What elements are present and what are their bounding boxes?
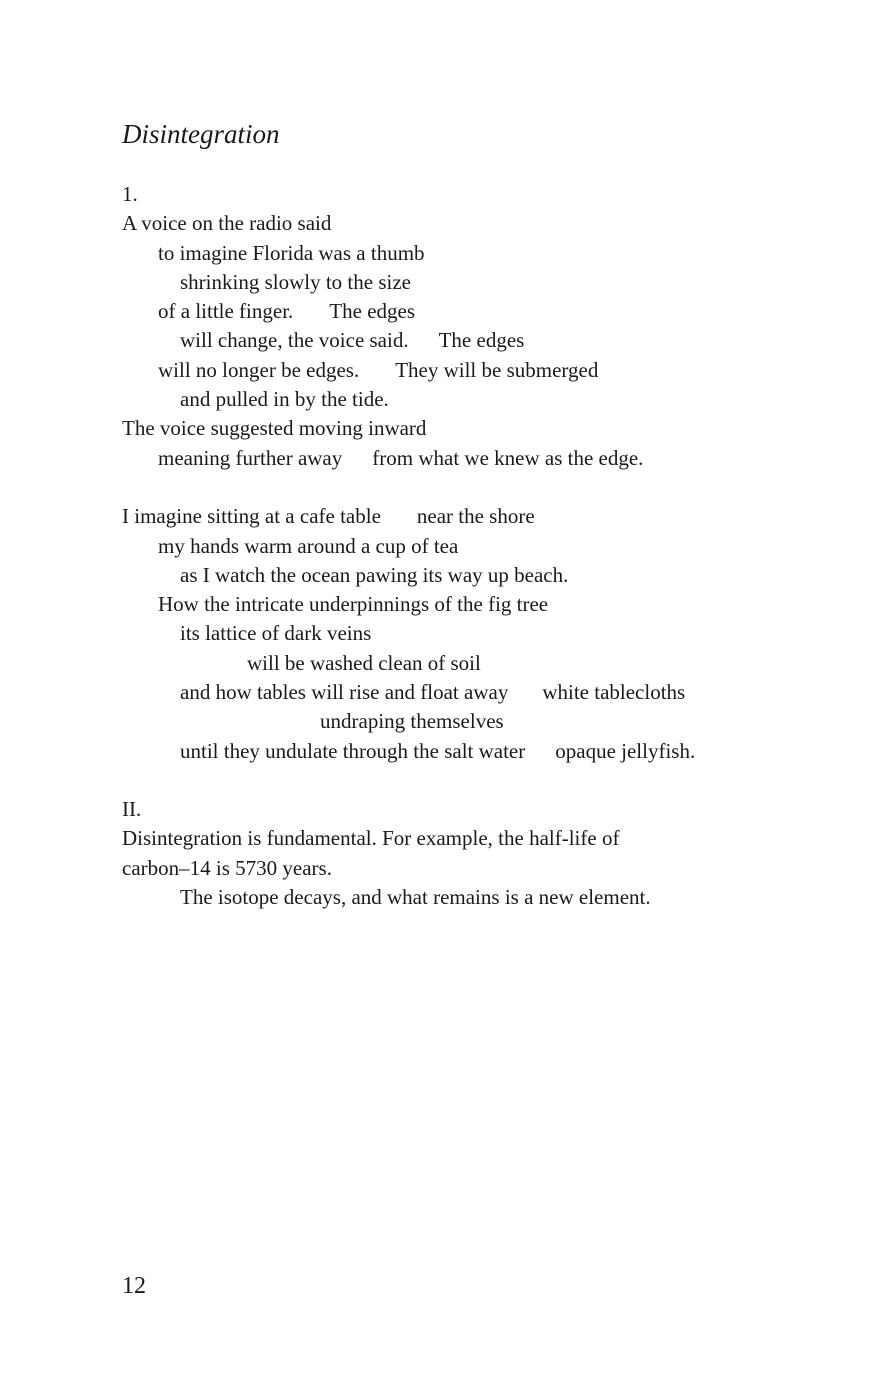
poem-line (180, 737, 695, 766)
line-segment: to imagine Florida was a thumb (158, 241, 425, 265)
section-heading-1: 1. (122, 182, 138, 206)
line-segment: as I watch the ocean pawing its way up beach. (180, 563, 569, 587)
poem-line (247, 649, 481, 678)
line-segment: until they undulate through the salt water (180, 739, 526, 763)
poem-line (180, 619, 371, 648)
poem-line (158, 590, 548, 619)
line-segment: opaque jellyfish. (555, 739, 696, 763)
poem-line (158, 532, 458, 561)
poem-line (158, 239, 425, 268)
line-segment: The edges (438, 328, 525, 352)
line-segment: will no longer be edges. (158, 358, 360, 382)
line-segment: will change, the voice said. (180, 328, 409, 352)
line-segment: its lattice of dark veins (180, 621, 372, 645)
poem-line (180, 385, 389, 414)
poem-line (320, 707, 504, 736)
poem-line (180, 678, 685, 707)
poem-line (180, 268, 411, 297)
line-segment: of a little finger. (158, 299, 294, 323)
line-segment: I imagine sitting at a cafe table (122, 504, 381, 528)
poem-line (122, 824, 619, 853)
line-segment: carbon–14 is 5730 years. (122, 856, 332, 880)
section-heading-2: II. (122, 797, 142, 821)
poem-line (180, 561, 568, 590)
line-segment: and how tables will rise and float away (180, 680, 509, 704)
line-segment: A voice on the radio said (122, 211, 332, 235)
line-segment: will be washed clean of soil (247, 651, 481, 675)
page-number: 12 (122, 1273, 146, 1299)
line-segment: and pulled in by the tide. (180, 387, 389, 411)
poem-title: Disintegration (122, 119, 280, 149)
line-segment: near the shore (416, 504, 535, 528)
poem-line (158, 444, 643, 473)
line-segment: my hands warm around a cup of tea (158, 534, 459, 558)
line-segment: The edges (329, 299, 416, 323)
line-segment: undraping themselves (320, 709, 504, 733)
poem-line (180, 326, 524, 355)
poem-line (180, 883, 651, 912)
line-segment: The isotope decays, and what remains is a new element. (180, 885, 651, 909)
poem-line (158, 297, 415, 326)
line-segment: Disintegration is fundamental. For example, the half-life of (122, 826, 620, 850)
poem-line (122, 209, 331, 238)
line-segment: meaning further away (158, 446, 343, 470)
poem-line (122, 502, 535, 531)
line-segment: from what we knew as the edge. (372, 446, 644, 470)
line-segment: white tablecloths (542, 680, 686, 704)
line-segment: How the intricate underpinnings of the fig tree (158, 592, 549, 616)
line-segment: The voice suggested moving inward (122, 416, 427, 440)
line-segment: shrinking slowly to the size (180, 270, 411, 294)
poem-line (122, 414, 426, 443)
poem-line (158, 356, 598, 385)
poem-line (122, 854, 332, 883)
line-segment: They will be submerged (395, 358, 599, 382)
